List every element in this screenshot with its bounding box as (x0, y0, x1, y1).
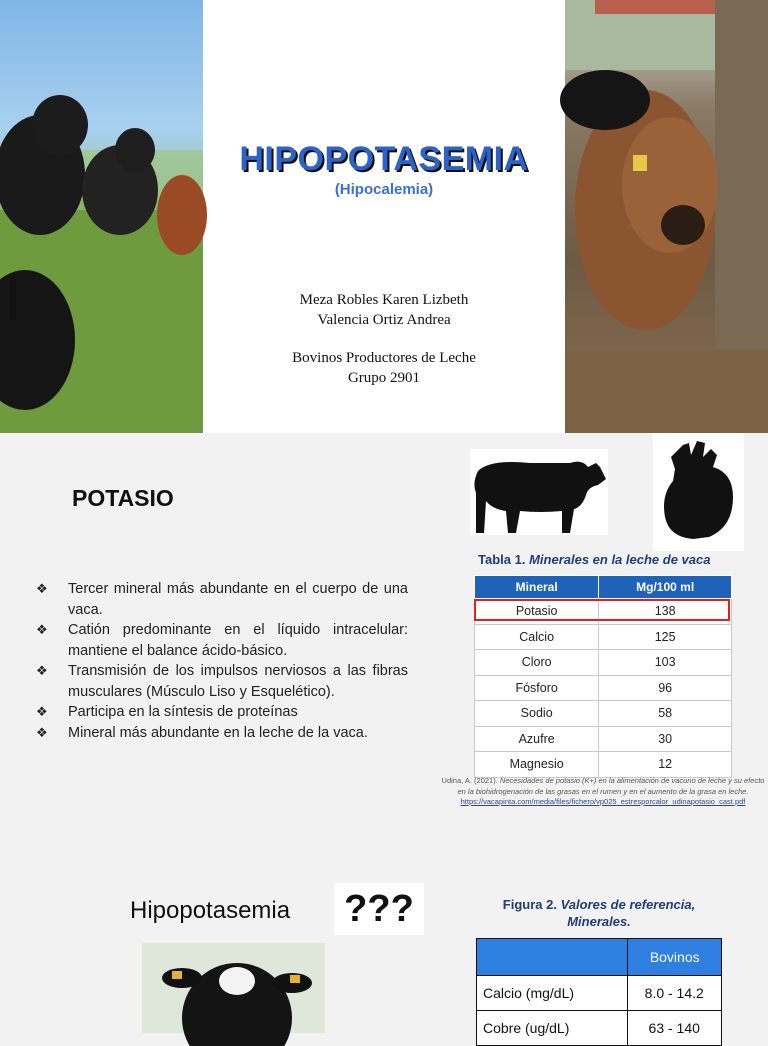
title-slide (0, 0, 768, 433)
table-cell: Magnesio (475, 752, 599, 778)
list-item: ❖ Tercer mineral más abundante en el cuerpo de una vaca. (36, 581, 408, 618)
table-cell: Cloro (475, 650, 599, 676)
table-cell: 8.0 - 14.2 (628, 976, 722, 1011)
presentation-subtitle: (Hipocalemia) (334, 181, 434, 198)
table-cell: Cobre (ug/dL) (477, 1011, 628, 1046)
column-header: Mineral (475, 576, 599, 599)
slide-title: POTASIO (72, 485, 174, 511)
list-item: ❖ Mineral más abundante en la leche de la vaca. (36, 723, 408, 744)
list-item: ❖ Transmisión de los impulsos nerviosos a las fibras musculares (Músculo Liso y Esquelético). (36, 663, 408, 700)
question-marks: ??? (334, 883, 424, 935)
diamond-bullet-icon: ❖ (36, 724, 48, 740)
author-name: Meza Robles Karen Lizbeth (299, 292, 469, 308)
potasio-row-highlight (474, 599, 730, 621)
table-cell: 103 (599, 650, 732, 676)
hipopotasemia-slide (0, 843, 768, 1036)
column-header (477, 939, 628, 976)
table-row (475, 624, 732, 650)
table-row (475, 752, 732, 778)
table-row (475, 701, 732, 727)
table-cell: Azufre (475, 726, 599, 752)
reference-values-table (476, 938, 722, 1046)
course-name: Bovinos Productores de Leche (292, 350, 476, 366)
table-row (475, 726, 732, 752)
table-cell: 12 (599, 752, 732, 778)
diamond-bullet-icon: ❖ (36, 663, 48, 678)
table-cell: 63 - 140 (628, 1011, 722, 1046)
table-cell: 30 (599, 726, 732, 752)
potasio-slide (0, 433, 768, 843)
cattle-field-photo (0, 0, 203, 433)
table-cell: 58 (599, 701, 732, 727)
table-cell: Calcio (mg/dL) (477, 976, 628, 1011)
table-cell: Fósforo (475, 675, 599, 701)
list-item: ❖ Participa en la síntesis de proteínas (36, 702, 408, 723)
slide-title: Hipopotasemia (130, 897, 291, 924)
table-cell: Calcio (475, 624, 599, 650)
list-item: ❖ Catión predominante en el líquido intracelular: mantiene el balance ácido-básico. (36, 622, 408, 659)
table-caption: Tabla 1. Minerales en la leche de vaca (478, 552, 711, 567)
diamond-bullet-icon: ❖ (36, 704, 48, 719)
reference-citation: Udina, A. (2021). Necesidades de potasio (K+) en la alimentación de vacuno de leche y su efecto en la biohidrogenación de las grasas en el rumen y en el aumento de la grasa en leche. https://vacapinta.com/media/files/fichero/vp025_estresporcalor_udinapotasio_cast.pdf (441, 776, 765, 806)
diamond-bullet-icon: ❖ (36, 622, 48, 637)
diamond-bullet-icon: ❖ (36, 581, 48, 596)
holstein-calf-photo (142, 943, 325, 1033)
author-name: Valencia Ortiz Andrea (317, 312, 451, 328)
table-header-row (477, 939, 722, 976)
figure-caption: Figura 2. Valores de referencia, Minerales. (502, 897, 696, 929)
reference-link[interactable]: https://vacapinta.com/media/files/fichero/vp025_estresporcalor_udinapotasio_cast.pdf (460, 797, 746, 806)
table-row (475, 675, 732, 701)
dairy-cow-barn-photo (565, 0, 768, 433)
presentation-title: HIPOPOTASEMIA (239, 140, 529, 178)
bullet-list (36, 579, 408, 743)
table-cell: 96 (599, 675, 732, 701)
table-cell: 138 (599, 599, 732, 625)
cow-silhouette-icon (470, 449, 608, 535)
table-row (477, 976, 722, 1011)
column-header: Bovinos (628, 939, 722, 976)
table-row (477, 1011, 722, 1046)
column-header: Mg/100 ml (599, 576, 732, 599)
table-cell: Potasio (475, 599, 599, 625)
table-cell: 125 (599, 624, 732, 650)
table-header-row (475, 576, 732, 599)
heart-silhouette-icon (653, 433, 744, 551)
group-name: Grupo 2901 (347, 370, 421, 386)
table-cell: Sodio (475, 701, 599, 727)
table-row (475, 650, 732, 676)
